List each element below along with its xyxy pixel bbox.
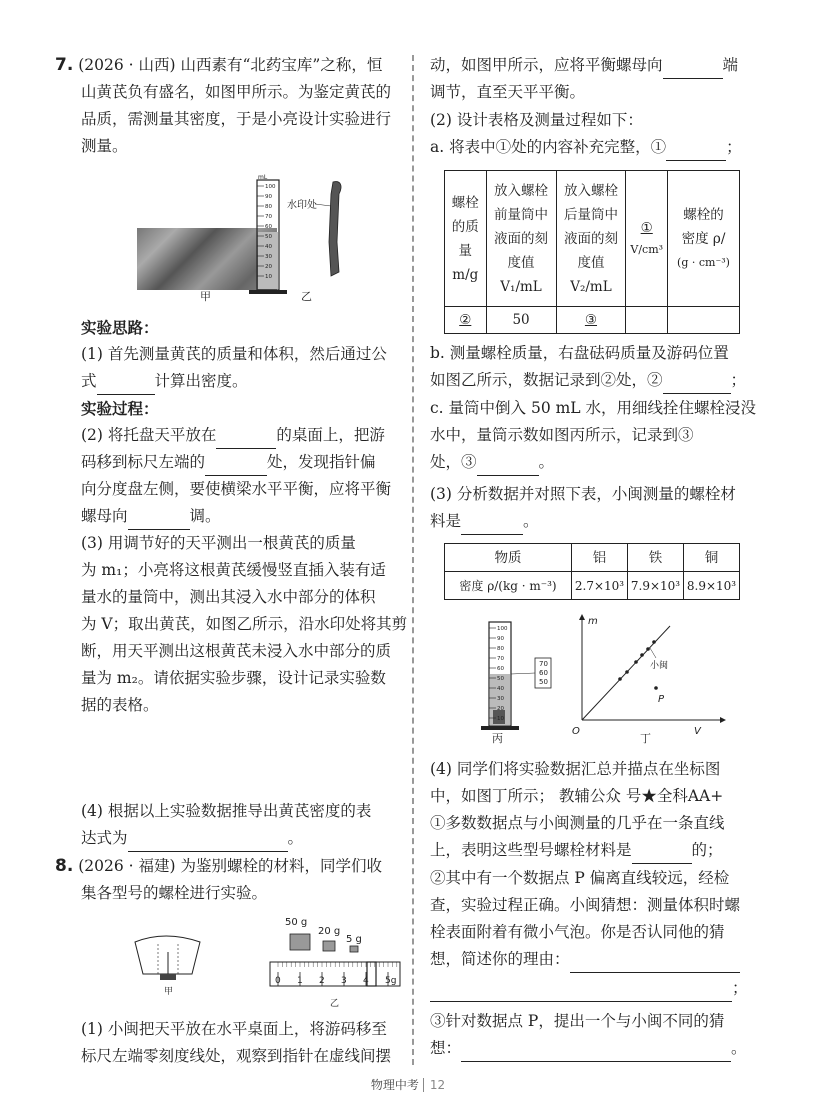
data-point — [646, 647, 650, 651]
ruler-tick-label: 1 — [297, 976, 303, 986]
q7-p3-line: 量为 m₂。请依据实验步骤，设计记录实验数 — [81, 669, 386, 687]
svg-text:60: 60 — [539, 669, 548, 677]
figure-yi-label: 乙 — [301, 290, 312, 303]
axis-m-label: m — [588, 616, 598, 627]
q7-line-2: 山黄芪负有盛名，如图甲所示。为鉴定黄芪的 — [81, 83, 392, 101]
figure-ding-label: 丁 — [640, 732, 651, 745]
q7-p3-line: (3) 用调节好的天平测出一根黄芪的质量 — [81, 534, 356, 552]
r-p4-line: 查，实验过程正确。小闽猜想：测量体积时螺 — [430, 896, 741, 914]
q7-p3-line: 量水的量筒中，测出其浸入水中部分的体积 — [81, 588, 376, 606]
density-header: 铁 — [628, 544, 684, 572]
table-cell-v1: 50 — [486, 307, 556, 334]
bing-tick-label: 60 — [497, 666, 504, 672]
r-line-3: (2) 设计表格及测量过程如下： — [430, 111, 643, 129]
data-point — [652, 640, 656, 644]
cylinder-tick-label: 20 — [265, 264, 272, 270]
cylinder-tick-label: 100 — [265, 184, 276, 190]
experiment-table — [444, 170, 740, 334]
weight-label: 50 g — [285, 917, 308, 928]
cylinder-tick-label: 40 — [265, 244, 272, 250]
table-cell-2[interactable]: ② — [445, 307, 487, 334]
ruler-tick-label: 5g — [385, 976, 397, 986]
r-c-line: 处，③ 。 — [430, 449, 554, 476]
r-p4-line: 想，简述你的理由： — [430, 946, 740, 973]
svg-text:70: 70 — [539, 660, 548, 668]
r-p4-line: 中，如图丁所示； 教辅公众 号★全科AA+ — [430, 787, 724, 805]
data-point — [618, 677, 622, 681]
bing-tick-label: 50 — [497, 676, 504, 682]
column-divider — [412, 55, 414, 1065]
ruler-tick-label: 2 — [319, 976, 325, 986]
table-header-v2: 放入螺栓 后量筒中 液面的刻 度值 V₂/mL — [556, 171, 626, 307]
r-b-line: b. 测量螺栓质量，右盘砝码质量及游码位置 — [430, 344, 729, 362]
r-p4-line: ③针对数据点 P，提出一个与小闽不同的猜 — [430, 1012, 725, 1030]
footer-title: 物理中考 — [370, 1078, 419, 1092]
data-point — [634, 660, 638, 664]
table-cell-empty[interactable] — [668, 307, 740, 334]
density-cell: 8.9×10³ — [684, 572, 740, 600]
origin-label: O — [572, 726, 580, 737]
section-process-heading: 实验过程： — [81, 399, 159, 418]
r-line-1: 动，如图甲所示，应将平衡螺母向 端 — [430, 52, 738, 79]
q7-p3-line: 为 m₁；小亮将这根黄芪缓慢竖直插入装有适 — [81, 561, 386, 579]
density-header: 铜 — [684, 544, 740, 572]
r-p4-line: 栓表面附着有微小气泡。你是否认同他的猜 — [430, 923, 725, 941]
bing-tick-label: 80 — [497, 646, 504, 652]
watermark-label: 水印处 — [287, 200, 317, 211]
bing-tick-label: 70 — [497, 656, 504, 662]
density-cell: 7.9×10³ — [628, 572, 684, 600]
r-p4-line: (4) 同学们将实验数据汇总并描点在坐标图 — [430, 760, 721, 778]
cylinder-tick-label: 90 — [265, 194, 272, 200]
table-header-density: 螺栓的 密度 ρ/ (g · cm⁻³) — [668, 171, 740, 307]
answer-blank[interactable] — [205, 457, 267, 476]
ruler-tick-label: 4 — [363, 976, 369, 986]
bing-tick-label: 20 — [497, 706, 504, 712]
table-header-v1: 放入螺栓 前量筒中 液面的刻 度值 V₁/mL — [486, 171, 556, 307]
cylinder-tick-label: 30 — [265, 254, 272, 260]
q8-line-2: 集各型号的螺栓进行实验。 — [81, 884, 268, 902]
bing-tick-label: 90 — [497, 636, 504, 642]
q8-line-1: 8. (2026 · 福建) 为鉴别螺栓的材料，同学们收 — [55, 856, 382, 876]
table-header-volume: ① V/cm³ — [626, 171, 668, 307]
answer-blank[interactable] — [632, 845, 692, 864]
xiaomin-label: 小闽 — [650, 661, 669, 671]
figure-bing-cylinder — [475, 618, 575, 748]
cylinder-tick-label: 10 — [265, 274, 272, 280]
r-p3-line-2: 料是 。 — [430, 508, 539, 535]
answer-blank[interactable] — [461, 1043, 731, 1062]
q7-p2-line-3: 向分度盘左侧，要使横梁水平平衡，应将平衡 — [81, 480, 392, 498]
q8-number: 8. — [55, 856, 74, 876]
table-cell-3[interactable]: ③ — [556, 307, 626, 334]
answer-blank[interactable] — [663, 375, 731, 394]
cylinder-tick-label: 70 — [265, 214, 272, 220]
r-p4-line: ②其中有一个数据点 P 偏离直线较远，经检 — [430, 869, 730, 887]
weight-20g — [323, 941, 335, 951]
q7-number: 7. — [55, 55, 74, 75]
answer-blank[interactable] — [477, 457, 539, 476]
answer-blank[interactable] — [570, 954, 740, 973]
cylinder-tick-label: 50 — [265, 234, 272, 240]
cylinder-tick-label: 80 — [265, 204, 272, 210]
bing-tick-label: 40 — [497, 686, 504, 692]
huangqi-root — [329, 182, 341, 276]
answer-blank[interactable] — [461, 516, 523, 535]
q7-line-4: 测量。 — [81, 137, 128, 155]
r-c-line: c. 量筒中倒入 50 mL 水，用细线拴住螺栓浸没 — [430, 399, 757, 417]
weight-label: 20 g — [318, 926, 341, 937]
q8-figure — [130, 912, 405, 1012]
cylinder-unit: mL — [258, 174, 268, 181]
ruler-tick-label: 3 — [341, 976, 347, 986]
weight-5g — [350, 946, 358, 952]
answer-blank[interactable] — [128, 511, 190, 530]
q7-line-1: 7. (2026 · 山西) 山西素有“北药宝库”之称，恒 — [55, 55, 383, 75]
q7-p1-line-1: (1) 首先测量黄芪的质量和体积，然后通过公 — [81, 345, 387, 363]
answer-blank[interactable] — [97, 376, 155, 395]
q8-fig-jia-label: 甲 — [164, 987, 174, 997]
answer-blank[interactable] — [216, 430, 276, 449]
q7-line-3: 品质，需测量其密度，于是小亮设计实验进行 — [81, 110, 392, 128]
table-cell-empty[interactable] — [626, 307, 668, 334]
density-cell: 2.7×10³ — [572, 572, 628, 600]
figure-bing-label: 丙 — [492, 732, 503, 745]
density-header: 铝 — [572, 544, 628, 572]
q8-fig-yi-label: 乙 — [330, 999, 340, 1009]
weight-50g — [290, 934, 310, 950]
answer-blank[interactable] — [666, 142, 726, 161]
answer-blank[interactable] — [430, 983, 732, 1002]
q7-p1-line-2: 式 计算出密度。 — [81, 368, 248, 395]
point-p — [654, 686, 658, 690]
r-p4-line: 上，表明这些型号螺栓材料是 的； — [430, 837, 723, 864]
bing-tick-label: 10 — [497, 716, 504, 722]
r-p4-line: 想： 。 — [430, 1035, 747, 1062]
data-point — [640, 653, 644, 657]
q7-p3-line: 据的表格。 — [81, 696, 159, 714]
density-table — [444, 543, 740, 600]
r-p4-line: ； — [430, 975, 748, 1002]
ruler-tick-label: 0 — [275, 976, 281, 986]
point-p-label: P — [658, 694, 665, 705]
q7-p3-line: 为 V；取出黄芪，如图乙所示，沿水印处将其剪 — [81, 615, 408, 633]
q7-p4-line-2: 达式为 。 — [81, 825, 303, 852]
page-number: 12 — [423, 1078, 445, 1092]
q7-p3-line: 断，用天平测出这根黄芪未浸入水中部分的质 — [81, 642, 392, 660]
q8-p1-line: 标尺左端零刻度线处，观察到指针在虚线间摆 — [81, 1047, 392, 1065]
r-p3-line-1: (3) 分析数据并对照下表，小闽测量的螺栓材 — [430, 485, 736, 503]
q7-p4-line-1: (4) 根据以上实验数据推导出黄芪密度的表 — [81, 802, 372, 820]
r-c-line: 水中，量筒示数如图丙所示，记录到③ — [430, 426, 694, 444]
r-p4-line: ①多数数据点与小闽测量的几乎在一条直线 — [430, 814, 725, 832]
answer-blank[interactable] — [128, 833, 288, 852]
q7-p2-line-2: 码移到标尺左端的 处，发现指针偏 — [81, 449, 376, 476]
axis-v-label: V — [694, 726, 701, 737]
r-line-2: 调节，直至天平平衡。 — [430, 83, 586, 101]
page-footer — [0, 1076, 816, 1093]
figure-ding-graph — [570, 612, 730, 742]
svg-text:50: 50 — [539, 678, 548, 686]
figure-yi-drawing — [245, 172, 375, 302]
density-header: 物质 — [445, 544, 572, 572]
density-cell: 密度 ρ/(kg · m⁻³) — [445, 572, 572, 600]
q8-p1-line: (1) 小闽把天平放在水平桌面上，将游码移至 — [81, 1020, 387, 1038]
q7-p2-line-1: (2) 将托盘天平放在 的桌面上，把游 — [81, 422, 385, 449]
figure-jia-label: 甲 — [200, 290, 211, 303]
weight-label: 5 g — [346, 934, 362, 945]
section-idea-heading: 实验思路： — [81, 318, 159, 337]
table-header-mass: 螺栓 的质 量 m/g — [445, 171, 487, 307]
bing-tick-label: 100 — [497, 626, 508, 632]
bing-tick-label: 30 — [497, 696, 504, 702]
r-line-4: a. 将表中①处的内容补充完整，① ； — [430, 134, 742, 161]
answer-blank[interactable] — [663, 60, 723, 79]
q7-p2-line-4: 螺母向 调。 — [81, 503, 221, 530]
cylinder-tick-label: 60 — [265, 224, 272, 230]
r-b-line: 如图乙所示，数据记录到②处，② ； — [430, 367, 746, 394]
data-point — [625, 670, 629, 674]
